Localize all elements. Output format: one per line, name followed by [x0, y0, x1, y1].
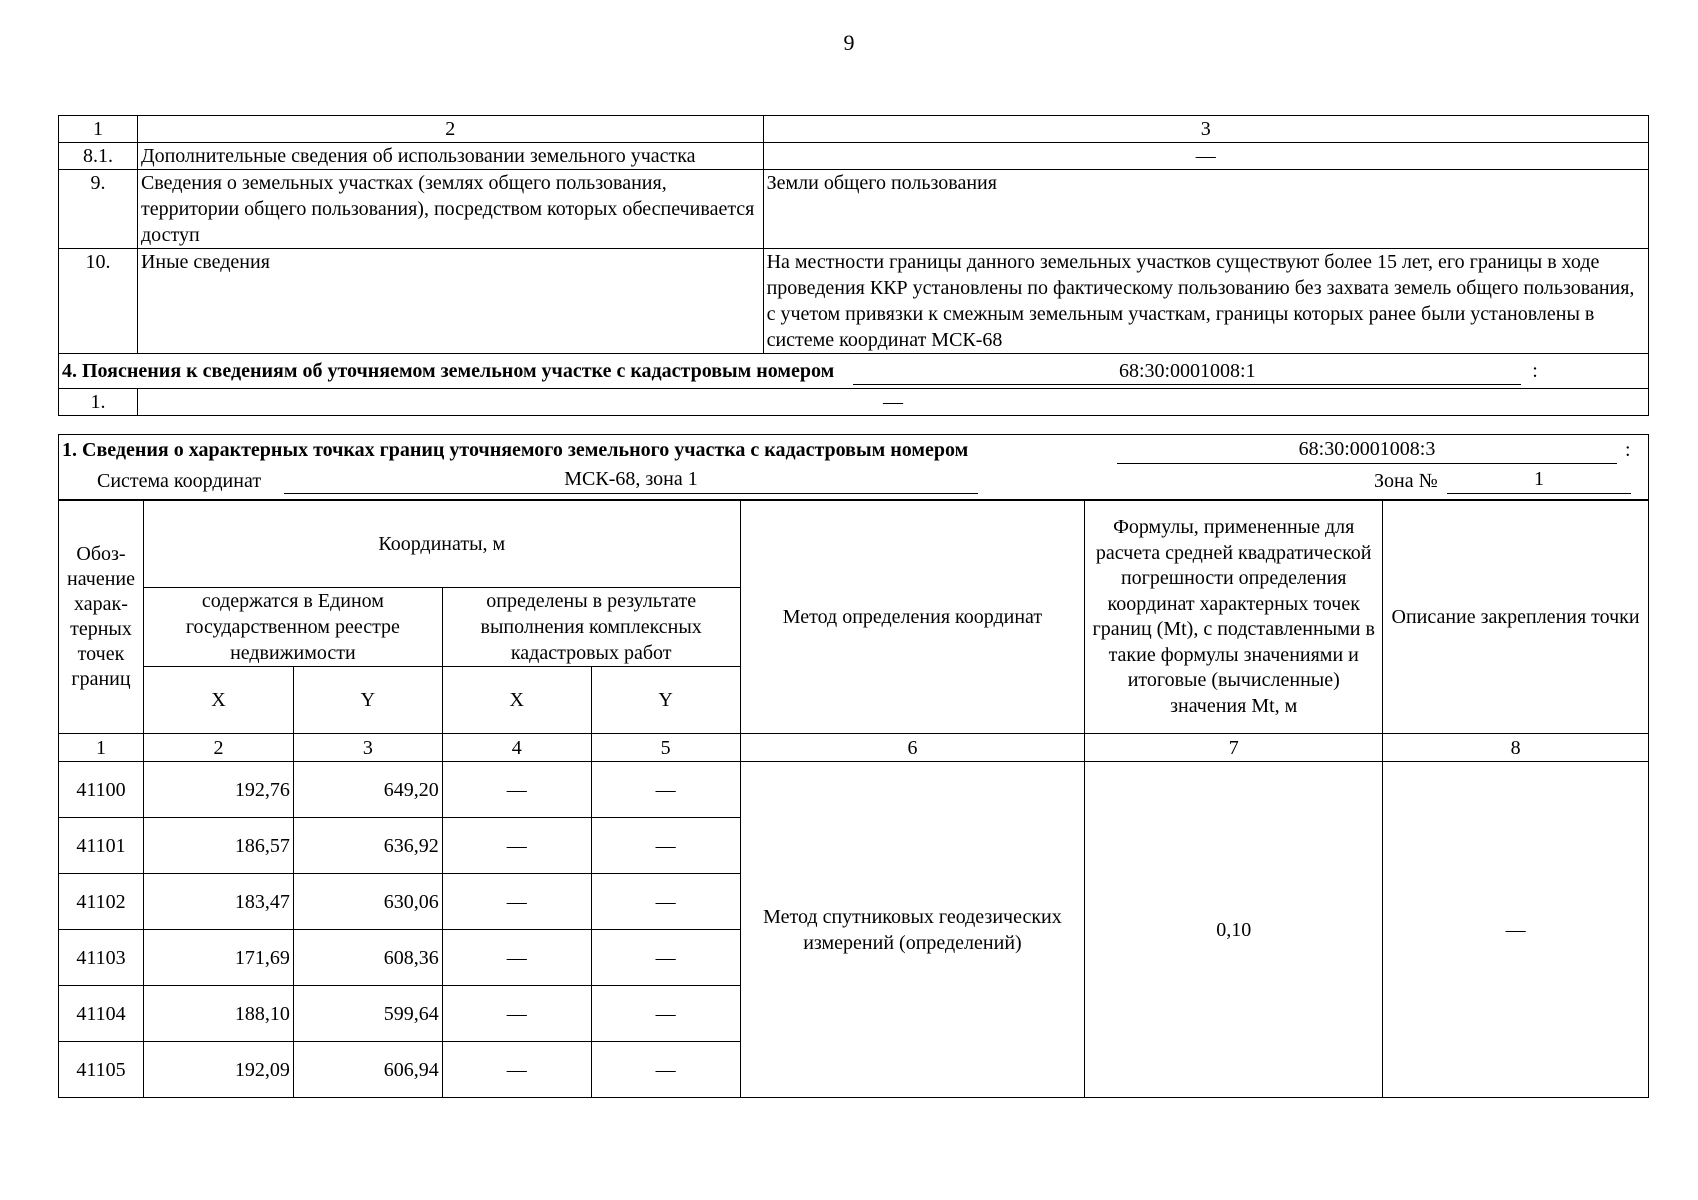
point-x: 192,09 — [143, 1042, 293, 1098]
section1-header — [59, 435, 1649, 500]
page-number: 9 — [843, 30, 855, 55]
row-label: Сведения о земельных участках (землях общего пользования, территории общего пользования), посредством которых обеспечивается доступ — [137, 170, 763, 249]
point-id: 41101 — [59, 818, 144, 874]
point-id: 41103 — [59, 930, 144, 986]
row-value: — — [137, 389, 1648, 416]
point-y-kkr: — — [591, 1042, 740, 1098]
point-y: 608,36 — [293, 930, 442, 986]
x-header: X — [143, 667, 293, 734]
table-row — [59, 762, 1649, 818]
point-id: 41100 — [59, 762, 144, 818]
point-x-kkr: — — [442, 1042, 591, 1098]
kkr-header: определены в результате выполнения комплексных кадастровых работ — [442, 588, 740, 667]
point-y: 599,64 — [293, 986, 442, 1042]
point-x-kkr: — — [442, 986, 591, 1042]
description-header: Описание закрепления точки — [1383, 501, 1649, 734]
mt-value: 0,10 — [1085, 762, 1383, 1098]
row-number: 10. — [59, 249, 138, 354]
formulas-header: Формулы, примененные для расчета средней квадратической погрешности определения координат характерных точек границ (Mt), с подставленными в такие формулы значениями и итоговые (вычисленные) значения Mt, м — [1085, 501, 1383, 734]
point-x-kkr: — — [442, 874, 591, 930]
coordinates-table — [58, 500, 1649, 1098]
row-number: 1. — [59, 389, 138, 416]
point-x: 188,10 — [143, 986, 293, 1042]
point-x-kkr: — — [442, 930, 591, 986]
column-number-row — [59, 734, 1649, 762]
column-number-row — [59, 116, 1649, 143]
point-x: 192,76 — [143, 762, 293, 818]
table-row — [59, 389, 1649, 416]
x-header: X — [442, 667, 591, 734]
point-y-kkr: — — [591, 986, 740, 1042]
point-y-kkr: — — [591, 762, 740, 818]
section1-cadastral-number: 68:30:0001008:3 — [1117, 435, 1617, 464]
point-x: 171,69 — [143, 930, 293, 986]
table-row — [59, 170, 1649, 249]
header-row — [59, 501, 1649, 588]
col-number: 2 — [143, 734, 293, 762]
row-value: — — [763, 143, 1648, 170]
row-number: 9. — [59, 170, 138, 249]
row-label: Дополнительные сведения об использовании земельного участка — [137, 143, 763, 170]
col-number: 2 — [137, 116, 763, 143]
col-number: 8 — [1383, 734, 1649, 762]
col-number: 6 — [740, 734, 1085, 762]
section4-cadastral-number: 68:30:0001008:1 — [853, 358, 1521, 385]
row-number: 8.1. — [59, 143, 138, 170]
table-row — [59, 143, 1649, 170]
zone-value: 1 — [1447, 466, 1631, 494]
description-value: — — [1383, 762, 1649, 1098]
col-number: 4 — [442, 734, 591, 762]
section1-title: 1. Сведения о характерных точках границ уточняемого земельного участка с кадастровым номером — [62, 439, 969, 461]
point-y: 606,94 — [293, 1042, 442, 1098]
point-x: 186,57 — [143, 818, 293, 874]
point-y-kkr: — — [591, 930, 740, 986]
egrn-header: содержатся в Едином государственном реестре недвижимости — [143, 588, 442, 667]
point-id: 41102 — [59, 874, 144, 930]
method-header: Метод определения координат — [740, 501, 1085, 734]
col-number: 1 — [59, 116, 138, 143]
point-y: 649,20 — [293, 762, 442, 818]
row-value: Земли общего пользования — [763, 170, 1648, 249]
section1-colon: : — [1625, 439, 1631, 461]
point-y-kkr: — — [591, 874, 740, 930]
coordinates-header: Координаты, м — [143, 501, 740, 588]
section4-header — [59, 354, 1649, 389]
point-id: 41105 — [59, 1042, 144, 1098]
point-x-kkr: — — [442, 818, 591, 874]
info-table — [58, 115, 1649, 416]
col-number: 3 — [763, 116, 1648, 143]
row-value: На местности границы данного земельных участков существуют более 15 лет, его границы в ходе проведения ККР установлены по фактическому пользованию без захвата земель общего пользования, с учетом привязки к смежным земельным участкам, границы которых ранее были установлены в системе координат МСК-68 — [763, 249, 1648, 354]
col-number: 3 — [293, 734, 442, 762]
y-header: Y — [591, 667, 740, 734]
coord-system-value: МСК-68, зона 1 — [284, 466, 978, 494]
point-y: 630,06 — [293, 874, 442, 930]
point-x: 183,47 — [143, 874, 293, 930]
point-x-kkr: — — [442, 762, 591, 818]
coord-system-label: Система координат — [97, 470, 262, 492]
section4-row — [59, 354, 1649, 389]
section4-colon: : — [1532, 359, 1538, 382]
col-number: 7 — [1085, 734, 1383, 762]
point-y-kkr: — — [591, 818, 740, 874]
method-value: Метод спутниковых геодезических измерений (определений) — [740, 762, 1085, 1098]
section4-title: 4. Пояснения к сведениям об уточняемом земельном участке с кадастровым номером — [62, 359, 835, 382]
point-y: 636,92 — [293, 818, 442, 874]
col-number: 1 — [59, 734, 144, 762]
section1-header-table — [58, 434, 1649, 500]
designation-header: Обоз- начение харак- терных точек границ — [59, 501, 144, 734]
table-row — [59, 249, 1649, 354]
y-header: Y — [293, 667, 442, 734]
point-id: 41104 — [59, 986, 144, 1042]
row-label: Иные сведения — [137, 249, 763, 354]
col-number: 5 — [591, 734, 740, 762]
zone-label: Зона № — [1374, 470, 1438, 492]
